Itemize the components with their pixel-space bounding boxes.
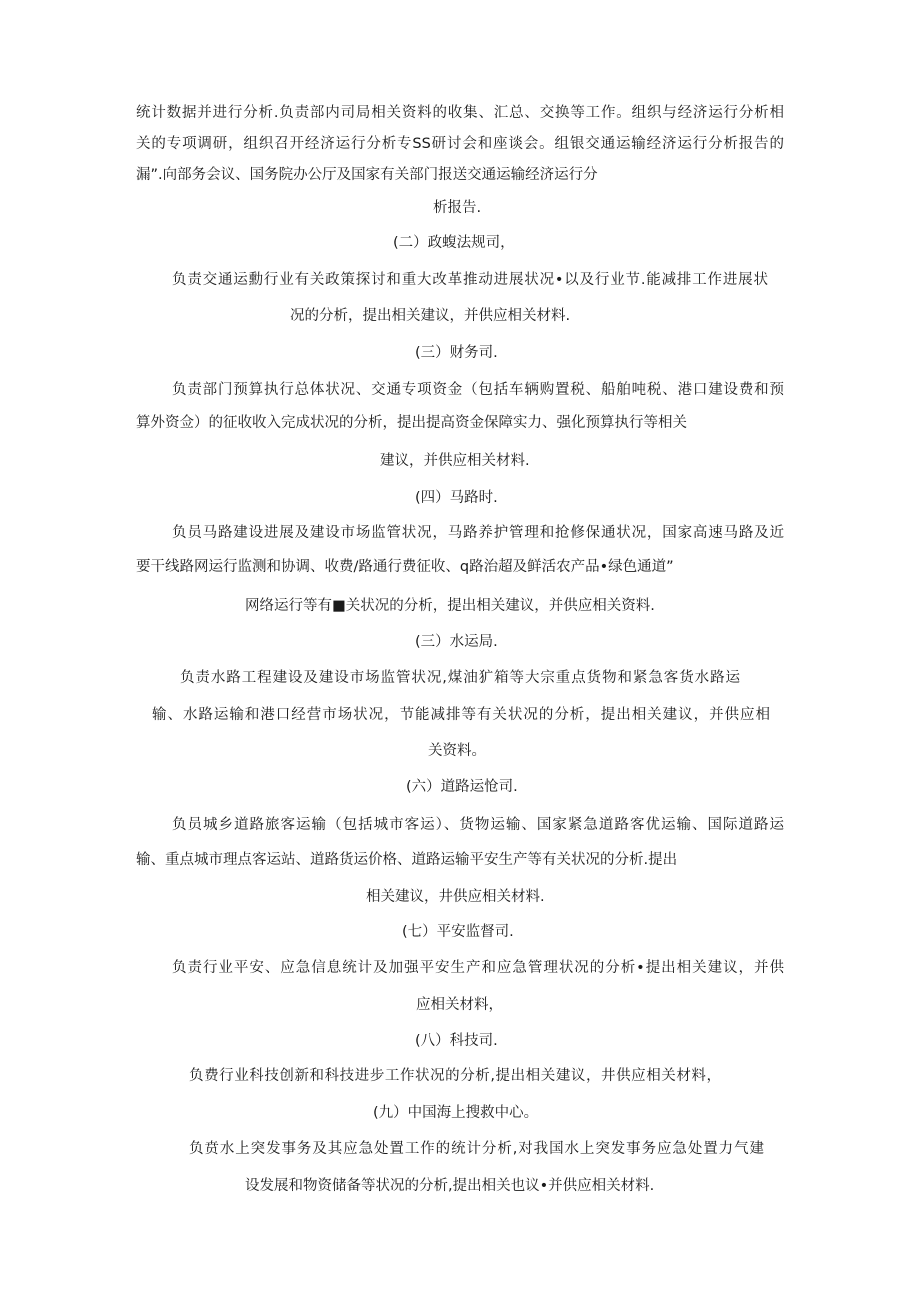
paragraph-line: 关资料。 [428,743,486,759]
paragraph-line: 输、重点城市理点客运站、道路货运价格、道路运输平安生产等有关状况的分析.提出 [136,852,678,868]
paragraph-line: 负责行业平安、应急信息统计及加强平安生产和应急管理状况的分析•提出相关建议，并供 [172,960,784,976]
section-heading: (七）平安监督司. [402,924,514,940]
paragraph-line: 关的专项调研，组织召开经济运行分析专SS研讨会和座谈会。组银交通运输经济运行分析报告的 [136,136,784,152]
paragraph-line: 要干线路网运行监测和协调、收费/路通行费征收、q路治超及鲜活农产品•绿色通道” [136,559,674,575]
paragraph-line: 建议，并供应相关材料. [380,453,530,469]
paragraph-line: 相关建议，井供应相关材料. [366,889,545,905]
paragraph-line: 负费行业科技创新和科技进步工作状况的分析,提出相关建议，井供应相关材料， [189,1068,721,1084]
paragraph-line: 应相关材料， [416,997,503,1013]
paragraph-line: 负员马路建设进展及建设市场监管状况，马路养护管理和抢修保通状况，国家高速马路及近 [172,525,784,541]
paragraph-line: 负责部门预算执行总体状况、交通专项资金（包括车辆购置税、船舶吨税、港口建设费和预 [172,382,784,398]
paragraph-line: 网络运行等有■关状况的分析，提出相关建议，并供应相关资料. [245,598,655,614]
paragraph-line: 统计数据并进行分析.负责部内司局相关资料的收集、汇总、交换等工作。组织与经济运行分析相 [136,105,784,121]
section-heading: (六）道路运怆司. [406,779,518,795]
paragraph-line: 负贲水上突发事务及其应急处置工作的统计分析,对我国水上突发事务应急处置力气建 [189,1141,764,1157]
section-heading: (二）政蝮法规司， [393,235,515,251]
paragraph-line: 算外资佥）的征收收入完成状况的分析，提出提高资金保障实力、强化预算执行等相关 [136,415,687,431]
paragraph-line: 设发展和物资储备等状况的分析,提出相关也议•并供应相关材料. [245,1178,655,1194]
section-heading: (三）水运局. [415,634,498,650]
section-heading: (九）中国海上搜救中心。 [373,1105,539,1121]
section-heading: (八）科技司. [415,1033,498,1049]
paragraph-line: 负员城乡道路旅客运输（包括城市客运）、货物运输、国家紧急道路客优运输、国际道路运 [172,817,784,833]
paragraph-line: 漏”.向部务会议、国务院办公厅及国家有关部门报送交通运输经济运行分 [136,167,598,183]
section-heading: (四）马路时. [415,490,498,506]
paragraph-line: 输、水路运输和港口经营市场状况，节能减排等有关状况的分析，提出相关建议，并供应相 [152,707,770,723]
section-heading: (三）财务司. [415,345,498,361]
paragraph-line: 负责水路工程建设及建设市场监管状况,煤油犷箱等大宗重点货物和紧急客货水路运 [180,670,740,686]
paragraph-line: 况的分析，提出相关建议，并供应相关材料. [290,308,571,324]
paragraph-line: 负责交通运勳行业有关政策探讨和重大改革推动进展状况•以及行业节.能减排工作进展状 [172,272,768,288]
paragraph-line: 析报告. [433,200,482,216]
